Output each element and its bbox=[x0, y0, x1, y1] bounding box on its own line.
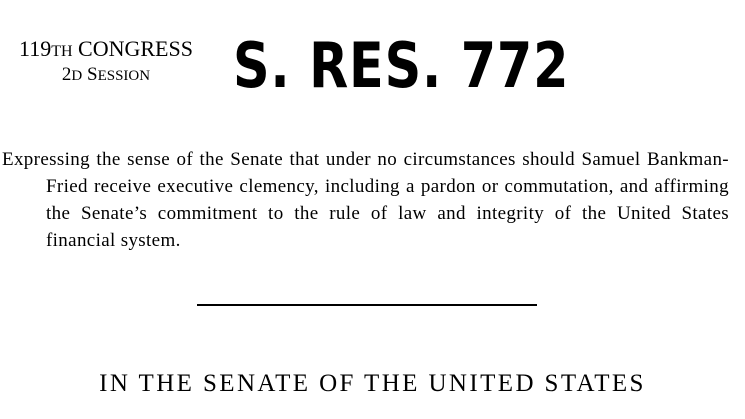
session-word-rest: ESSION bbox=[97, 68, 151, 84]
chamber-heading: IN THE SENATE OF THE UNITED STATES bbox=[99, 370, 646, 397]
session-number: 2 bbox=[61, 64, 72, 85]
congress-number: 119 bbox=[19, 36, 52, 61]
congress-word: CONGRESS bbox=[78, 36, 193, 61]
congress-session-block bbox=[0, 37, 212, 88]
resolution-summary: Expressing the sense of the Senate that under no circumstances should Samuel Bankman-Fried receive executive clemency, including a pardon or commutation, and affirming the Senate’s commitment to the rule of law and integrity of the United States financial system. bbox=[2, 149, 729, 251]
session-label bbox=[0, 63, 212, 88]
congress-ordinal: TH bbox=[51, 43, 73, 60]
session-ordinal: D bbox=[71, 68, 83, 84]
bill-number: S. RES. 772 bbox=[233, 29, 570, 102]
congress-label bbox=[0, 37, 212, 63]
divider-rule bbox=[197, 304, 537, 306]
session-word-initial: S bbox=[87, 64, 98, 85]
